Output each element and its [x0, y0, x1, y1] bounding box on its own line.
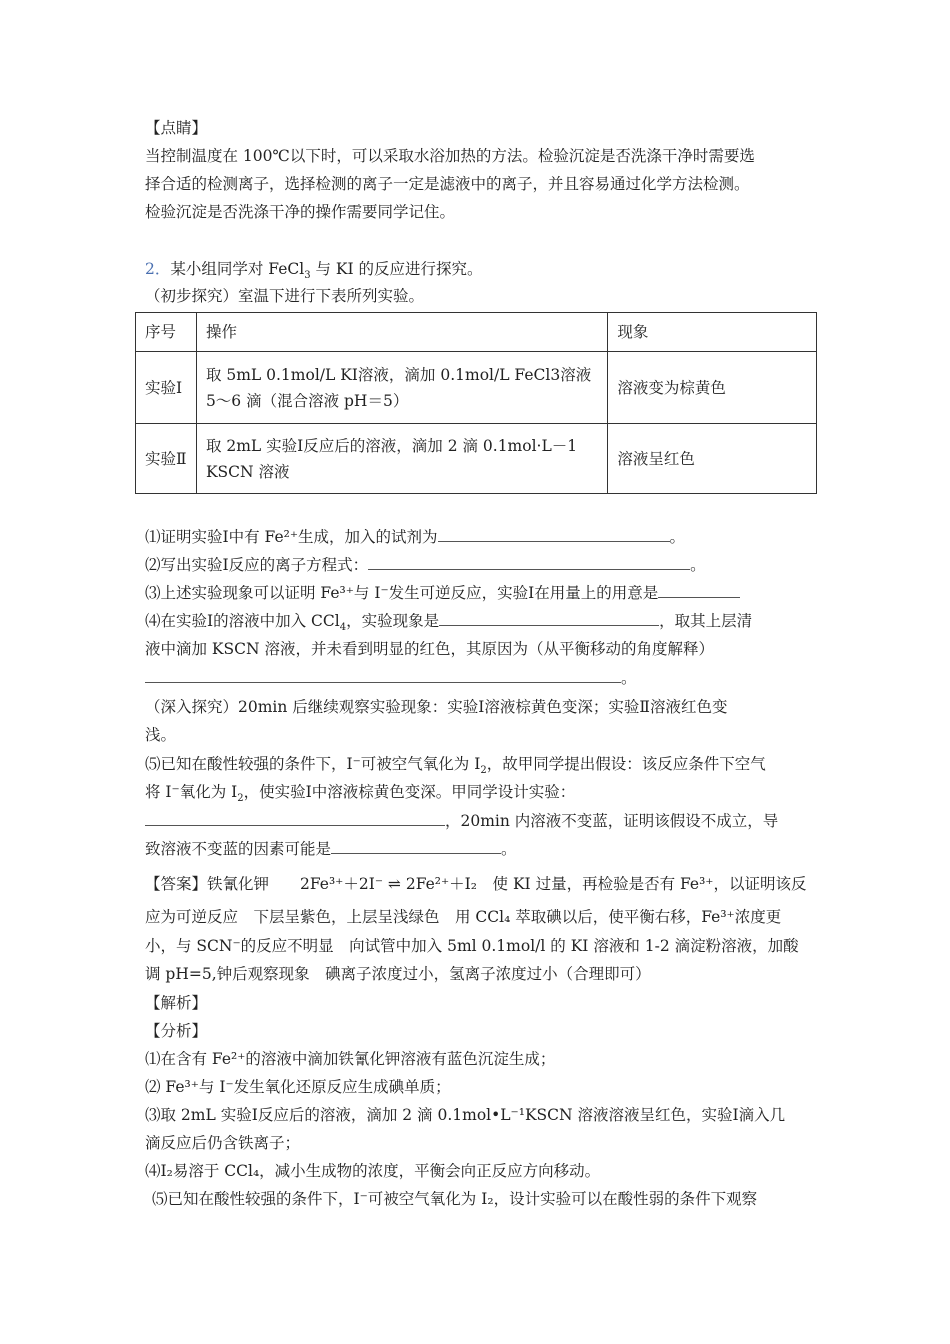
subquestion-4-blank: 。 — [145, 667, 637, 689]
deep-explore-cont: 浅。 — [145, 726, 177, 744]
analysis-line: ⑷I₂易溶于 CCl₄，减小生成物的浓度，平衡会向正反应方向移动。 — [145, 1162, 601, 1180]
fenxi-heading: 【分析】 — [145, 1022, 208, 1040]
subquestion-5-end: 致溶液不变蓝的因素可能是 。 — [145, 840, 517, 858]
subquestion-5-blank: ，20min 内溶液不变蓝，证明该假设不成立，导 — [145, 810, 778, 832]
table-header-cell: 序号 — [136, 313, 197, 352]
table-cell-result: 溶液变为棕黄色 — [608, 352, 817, 424]
jiexi-heading: 【解析】 — [145, 994, 208, 1012]
subquestion-3: ⑶上述实验现象可以证明 Fe³⁺与 I⁻发生可逆反应，实验Ⅰ在用量上的用意是 — [145, 582, 740, 604]
subquestion-4: ⑷在实验Ⅰ的溶液中加入 CCl$_4$，实验现象是 ，取其上层清 — [145, 612, 753, 634]
table-header-cell: 现象 — [608, 313, 817, 352]
subquestion-2: ⑵写出实验Ⅰ反应的离子方程式： 。 — [145, 556, 706, 574]
analysis-line: ⑴在含有 Fe²⁺的溶液中滴加铁氰化钾溶液有蓝色沉淀生成； — [145, 1050, 556, 1068]
table-header-row — [136, 313, 817, 352]
dianjing-line: 择合适的检测离子，选择检测的离子一定是滤液中的离子，并且容易通过化学方法检测。 — [145, 175, 750, 193]
deep-explore: （深入探究）20min 后继续观察实验现象：实验Ⅰ溶液棕黄色变深；实验Ⅱ溶液红色变 — [145, 698, 728, 716]
table-row — [136, 424, 817, 494]
table-cell-result: 溶液呈红色 — [608, 424, 817, 494]
table-cell-operation: 取 2mL 实验Ⅰ反应后的溶液，滴加 2 滴 0.1mol·L－1 KSCN 溶液 — [196, 424, 607, 494]
answer-line: 【答案】铁氰化钾 2Fe³⁺＋2I⁻ ⇌ 2Fe²⁺＋I₂ 使 KI 过量，再检验是否有 Fe³⁺，以证明该反 — [145, 875, 807, 893]
subquestion-4-cont: 液中滴加 KSCN 溶液，并未看到明显的红色，其原因为（从平衡移动的角度解释） — [145, 640, 714, 658]
answer-blank — [658, 582, 740, 598]
table-cell-id: 实验Ⅰ — [136, 352, 197, 424]
question-intro: （初步探究）室温下进行下表所列实验。 — [145, 287, 425, 305]
analysis-line: ⑶取 2mL 实验Ⅰ反应后的溶液，滴加 2 滴 0.1mol•L⁻¹KSCN 溶液溶液呈红色，实验Ⅰ滴入几 — [145, 1106, 786, 1124]
dianjing-line: 检验沉淀是否洗涤干净的操作需要同学记住。 — [145, 203, 456, 221]
table-cell-id: 实验Ⅱ — [136, 424, 197, 494]
question-number: 2． — [145, 260, 171, 278]
answer-blank — [438, 526, 670, 542]
answer-line: 小，与 SCN⁻的反应不明显 向试管中加入 5ml 0.1mol/l 的 KI 溶液和 1-2 滴淀粉溶液，加酸 — [145, 937, 799, 955]
table-cell-operation: 取 5mL 0.1mol/L KI溶液，滴加 0.1mol/L FeCl3溶液 5～6 滴（混合溶液 pH＝5） — [196, 352, 607, 424]
analysis-line: ⑵ Fe³⁺与 I⁻发生氧化还原反应生成碘单质； — [145, 1078, 451, 1096]
subquestion-1: ⑴证明实验Ⅰ中有 Fe²⁺生成，加入的试剂为 。 — [145, 528, 686, 546]
subquestion-5: ⑸已知在酸性较强的条件下，I⁻可被空气氧化为 $I_2$，故甲同学提出假设：该反应条件下空气 — [145, 755, 766, 777]
answer-line: 调 pH=5,钟后观察现象 碘离子浓度过小，氢离子浓度过小（合理即可） — [145, 965, 651, 983]
table-header-cell: 操作 — [196, 313, 607, 352]
table-row — [136, 352, 817, 424]
answer-blank — [331, 838, 501, 854]
question-title: 2．某小组同学对 FeCl$_3$ 与 KI 的反应进行探究。 — [145, 260, 483, 282]
experiment-table — [135, 312, 817, 494]
answer-blank — [439, 610, 659, 626]
analysis-line: ⑸已知在酸性较强的条件下，I⁻可被空气氧化为 I₂，设计实验可以在酸性弱的条件下观察 — [152, 1190, 758, 1208]
answer-blank — [145, 810, 445, 826]
dianjing-heading: 【点睛】 — [145, 119, 208, 137]
answer-blank — [368, 554, 690, 570]
subquestion-5-cont: 将 I⁻氧化为 $I_2$，使实验Ⅰ中溶液棕黄色变深。甲同学设计实验： — [145, 783, 576, 805]
answer-blank — [145, 667, 621, 683]
answer-line: 应为可逆反应 下层呈紫色，上层呈浅绿色 用 CCl₄ 萃取碘以后，使平衡右移，Fe³⁺浓度更 — [145, 908, 782, 926]
analysis-line: 滴反应后仍含铁离子； — [145, 1134, 301, 1152]
dianjing-line: 当控制温度在 100℃以下时，可以采取水浴加热的方法。检验沉淀是否洗涤干净时需要选 — [145, 147, 755, 165]
